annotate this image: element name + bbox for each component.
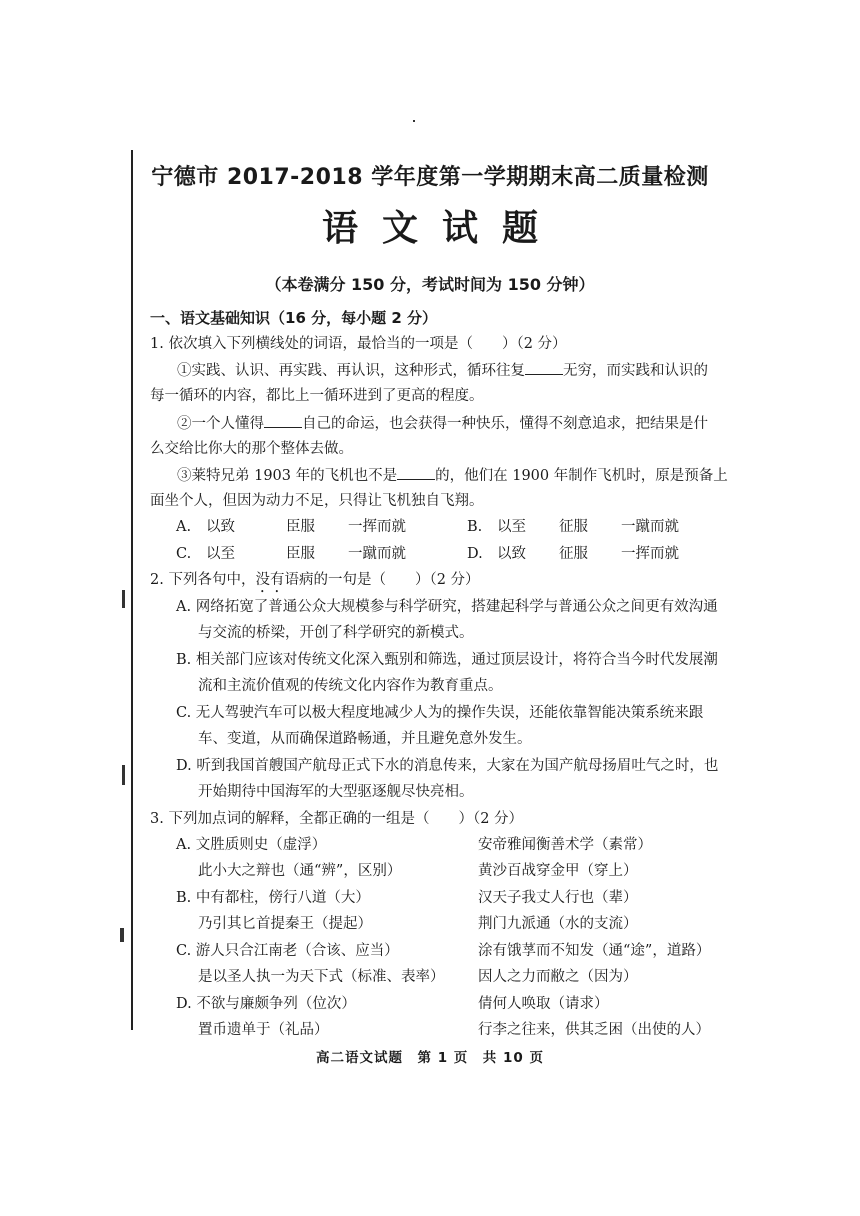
q2-stem (150, 570, 480, 596)
q1-sentence2-line1 (177, 413, 708, 434)
exam-note: （本卷满分 150 分，考试时间为 150 分钟） (265, 275, 595, 294)
q3-option-a-left2: 此小大之辩也（通“辨”，区别） (198, 863, 402, 879)
fill-blank (525, 360, 563, 375)
q3-option-c-right1: 涂有饿莩而不知发（通“途”，道路） (478, 943, 711, 959)
option-word: 以致 (206, 519, 235, 535)
q1-sentence1-line2: 每一循环的内容，都比上一循环进到了更高的程度。 (150, 388, 484, 404)
q2-option-d-line2: 开始期待中国海军的大型驱逐舰尽快亮相。 (198, 784, 474, 800)
q3-option-c-right2: 因人之力而敝之（因为） (478, 969, 638, 985)
fill-blank (397, 465, 435, 480)
q1-sentence3-line1 (177, 465, 728, 486)
scan-speck (122, 765, 125, 785)
q3-option-b-left1: B. 中有都柱，傍行八道（大） (176, 890, 370, 906)
q1-sentence3-line2: 面坐个人，但因为动力不足，只得让飞机独自飞翔。 (150, 493, 484, 509)
q1-s2-text-a: ②一个人懂得 (177, 416, 264, 432)
q3-option-a-right2: 黄沙百战穿金甲（穿上） (478, 863, 638, 879)
q3-option-d-right1: 倩何人唤取（请求） (478, 996, 609, 1012)
option-word: 以致 (497, 546, 526, 562)
option-word: 以至 (497, 519, 526, 535)
q2-option-a-line1: A. 网络拓宽了普通公众大规模参与科学研究，搭建起科学与普通公众之间更有效沟通 (176, 599, 718, 615)
q3-option-c-left1: C. 游人只合江南老（合该、应当） (176, 943, 399, 959)
q2-option-b-line1: B. 相关部门应该对传统文化深入甄别和筛选，通过顶层设计，将符合当今时代发展潮 (176, 652, 718, 668)
page-footer: 高二语文试题 第 1 页 共 10 页 (316, 1050, 544, 1066)
q1-option-c (176, 544, 406, 564)
q1-s3-text-a: ③莱特兄弟 1903 年的飞机也不是 (177, 468, 398, 484)
exam-subject-title: 语文试题 (321, 207, 562, 249)
q2-option-b-line2: 流和主流价值观的传统文化内容作为教育重点。 (198, 678, 503, 694)
scan-speck (122, 590, 125, 608)
scan-speck (413, 120, 415, 122)
q3-stem: 3. 下列加点词的解释，全都正确的一组是（ ）（2 分） (150, 811, 524, 827)
q2-option-c-line2: 车、变道，从而确保道路畅通，并且避免意外发生。 (198, 731, 532, 747)
q1-option-b (467, 517, 679, 537)
section-heading: 一、语文基础知识（16 分，每小题 2 分） (150, 309, 437, 327)
q2-stem-emphasis: 没有 (255, 572, 285, 588)
option-letter: A. (176, 519, 192, 535)
option-word: 以至 (206, 546, 235, 562)
option-letter: C. (176, 546, 192, 562)
q1-s2-text-b: 自己的命运，也会获得一种快乐，懂得不刻意追求，把结果是什 (302, 416, 708, 432)
q3-option-d-left1: D. 不欲与廉颇争列（位次） (176, 996, 356, 1012)
q3-option-d-left2: 置币遗单于（礼品） (198, 1022, 329, 1038)
q3-option-c-left2: 是以圣人执一为天下式（标准、表率） (198, 969, 445, 985)
q2-option-c-line1: C. 无人驾驶汽车可以极大程度地减少人为的操作失误，还能依靠智能决策系统来跟 (176, 705, 704, 721)
q3-option-b-left2: 乃引其匕首提秦王（提起） (198, 916, 372, 932)
q1-option-a (176, 517, 406, 537)
q1-s1-text-a: ①实践、认识、再实践、再认识，这种形式，循环往复 (177, 363, 525, 379)
fill-blank (264, 413, 302, 428)
option-word: 臣服 (286, 519, 315, 535)
option-word: 征服 (559, 519, 588, 535)
q1-s3-text-b: 的，他们在 1900 年制作飞机时，原是预备上 (435, 468, 728, 484)
option-word: 征服 (559, 546, 588, 562)
q2-option-a-line2: 与交流的桥梁，开创了科学研究的新模式。 (198, 625, 474, 641)
q3-option-b-right2: 荆门九派通（水的支流） (478, 916, 638, 932)
q1-stem: 1. 依次填入下列横线处的词语，最恰当的一项是（ ）（2 分） (150, 336, 567, 352)
q1-s1-text-b: 无穷，而实践和认识的 (563, 363, 708, 379)
option-word: 一蹴而就 (348, 546, 406, 562)
q3-option-a-left1: A. 文胜质则史（虚浮） (176, 837, 327, 853)
option-word: 一蹴而就 (621, 519, 679, 535)
option-letter: D. (467, 546, 483, 562)
q1-option-d (467, 544, 679, 564)
option-word: 臣服 (286, 546, 315, 562)
option-word: 一挥而就 (348, 519, 406, 535)
q3-option-d-right2: 行李之往来，供其乏困（出使的人） (478, 1022, 710, 1038)
q2-stem-a: 2. 下列各句中， (150, 572, 256, 588)
q3-option-a-right1: 安帝雅闻衡善术学（素常） (478, 837, 652, 853)
q1-sentence1-line1 (177, 360, 708, 381)
q1-sentence2-line2: 么交给比你大的那个整体去做。 (150, 441, 353, 457)
option-word: 一挥而就 (621, 546, 679, 562)
q2-stem-b: 语病的一句是（ ）（2 分） (284, 572, 480, 588)
q2-option-d-line1: D. 听到我国首艘国产航母正式下水的消息传来，大家在为国产航母扬眉吐气之时，也 (176, 758, 719, 774)
q3-option-b-right1: 汉天子我丈人行也（辈） (478, 890, 638, 906)
scan-speck (120, 928, 124, 942)
option-letter: B. (467, 519, 483, 535)
exam-header-title: 宁德市 2017-2018 学年度第一学期期末高二质量检测 (151, 165, 709, 190)
